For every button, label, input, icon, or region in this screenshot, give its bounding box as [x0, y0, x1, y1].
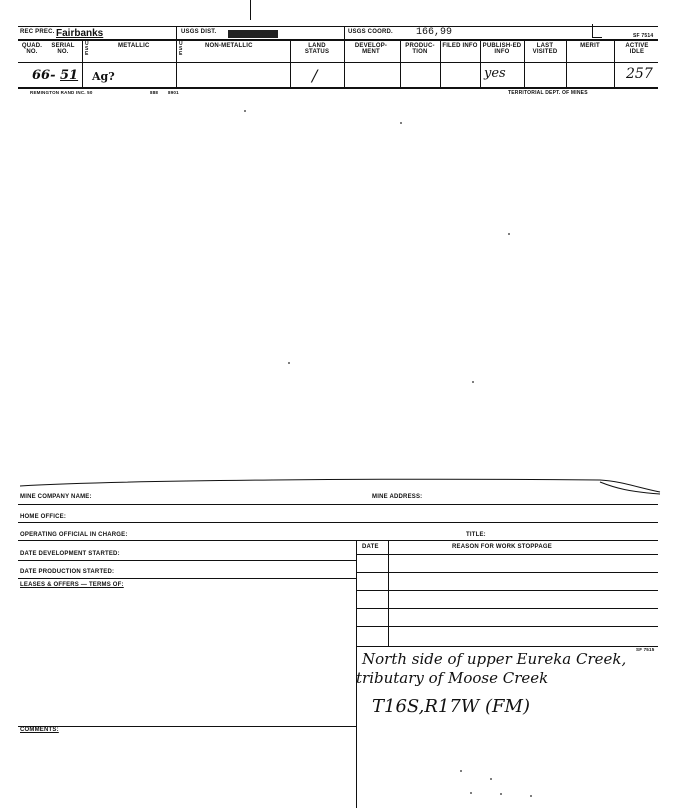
- title-label: TITLE:: [466, 532, 486, 538]
- col-land-status: LAND STATUS: [304, 43, 330, 55]
- usgs-dist-label: USGS DIST.: [181, 29, 217, 35]
- speck: [500, 793, 502, 795]
- divider: [176, 26, 177, 88]
- leases-label: LEASES & OFFERS — TERMS OF:: [20, 582, 124, 588]
- col-active-idle: ACTIVE IDLE: [625, 43, 649, 55]
- speck: [400, 122, 402, 124]
- printer-imprint: REMINGTON RAND INC. 50: [30, 90, 93, 95]
- speck: [244, 110, 246, 112]
- divider: [400, 39, 401, 88]
- rec-prec-label: REC PREC.: [20, 29, 55, 35]
- usgs-coord-label: USGS COORD.: [348, 29, 393, 35]
- table-line: [356, 608, 658, 609]
- col-serial: SERIAL NO.: [51, 43, 75, 55]
- stoppage-reason-header: REASON FOR WORK STOPPAGE: [452, 544, 552, 550]
- divider: [82, 39, 83, 88]
- note-line-1: North side of upper Eureka Creek,: [362, 650, 627, 668]
- col-merit: MERIT: [580, 43, 600, 49]
- col-production: PRODUC-TION: [405, 43, 435, 55]
- table-line: [356, 572, 658, 573]
- col-use-2: U S E: [179, 41, 183, 57]
- divider: [566, 39, 567, 88]
- printer-code-1: 888: [150, 90, 159, 95]
- speck: [288, 362, 290, 364]
- table-line: [356, 626, 658, 627]
- record-serial: 51: [60, 68, 79, 83]
- mine-company-label: MINE COMPANY NAME:: [20, 494, 92, 500]
- col-last-visited: LAST VISITED: [532, 43, 558, 55]
- note-line-2: tributary of Moose Creek: [356, 669, 549, 687]
- col-use-1: U S E: [85, 41, 89, 57]
- card-curl-edge: [0, 470, 678, 500]
- date-production-label: DATE PRODUCTION STARTED:: [20, 569, 115, 575]
- speck: [490, 778, 492, 780]
- col-non-metallic: NON-METALLIC: [205, 43, 253, 49]
- table-line: [356, 646, 658, 647]
- stoppage-date-header: DATE: [362, 544, 379, 550]
- col-filed-info: FILED INFO: [442, 43, 478, 49]
- department-imprint: TERRITORIAL DEPT. OF MINES: [508, 90, 588, 96]
- speck: [530, 795, 532, 797]
- speck: [472, 381, 474, 383]
- top-card: [0, 0, 678, 100]
- divider: [440, 39, 441, 88]
- corner-mark: [592, 37, 602, 38]
- record-metallic: Ag?: [92, 70, 115, 83]
- form-line: [18, 522, 658, 523]
- col-metallic: METALLIC: [118, 43, 150, 49]
- divider: [480, 39, 481, 88]
- record-active-idle: 257: [626, 66, 653, 82]
- col-published-info: PUBLISH-ED INFO: [482, 43, 522, 55]
- form-number-2: SF 7515: [636, 647, 655, 652]
- col-development: DEVELOP-MENT: [354, 43, 388, 55]
- mine-address-label: MINE ADDRESS:: [372, 494, 423, 500]
- table-line: [356, 554, 658, 555]
- divider: [524, 39, 525, 88]
- speck: [470, 792, 472, 794]
- table-line: [356, 590, 658, 591]
- corner-mark: [592, 24, 593, 38]
- speck: [460, 770, 462, 772]
- form-line: [18, 540, 658, 541]
- usgs-coord-value: 166,99: [416, 27, 453, 38]
- stoppage-date-divider: [388, 540, 389, 646]
- printer-code-2: 8901: [168, 90, 179, 95]
- card-top-border: [18, 26, 658, 27]
- form-line: [18, 726, 356, 727]
- divider: [344, 26, 345, 88]
- column-header-border: [18, 62, 658, 63]
- bottom-card: [0, 470, 678, 808]
- top-tick: [250, 0, 251, 20]
- comments-label: COMMENTS:: [20, 727, 59, 733]
- col-quad: QUAD. NO.: [21, 43, 43, 55]
- speck: [508, 233, 510, 235]
- form-number: SF 7514: [633, 33, 654, 39]
- divider: [290, 39, 291, 88]
- rec-prec-value: Fairbanks: [56, 28, 104, 39]
- record-published-info: yes: [484, 66, 506, 81]
- form-line: [18, 504, 658, 505]
- date-development-label: DATE DEVELOPMENT STARTED:: [20, 551, 120, 557]
- record-land-status: /: [312, 66, 318, 85]
- divider: [614, 39, 615, 88]
- record-quad: 66-: [32, 68, 56, 83]
- operating-official-label: OPERATING OFFICIAL IN CHARGE:: [20, 532, 128, 538]
- home-office-label: HOME OFFICE:: [20, 514, 67, 520]
- record-row-border: [18, 87, 658, 89]
- form-line: [18, 578, 356, 579]
- usgs-dist-value: Richardson: [228, 29, 278, 39]
- note-line-3: T16S,R17W (FM): [372, 696, 530, 717]
- header-row-border: [18, 39, 658, 41]
- form-line: [18, 560, 356, 561]
